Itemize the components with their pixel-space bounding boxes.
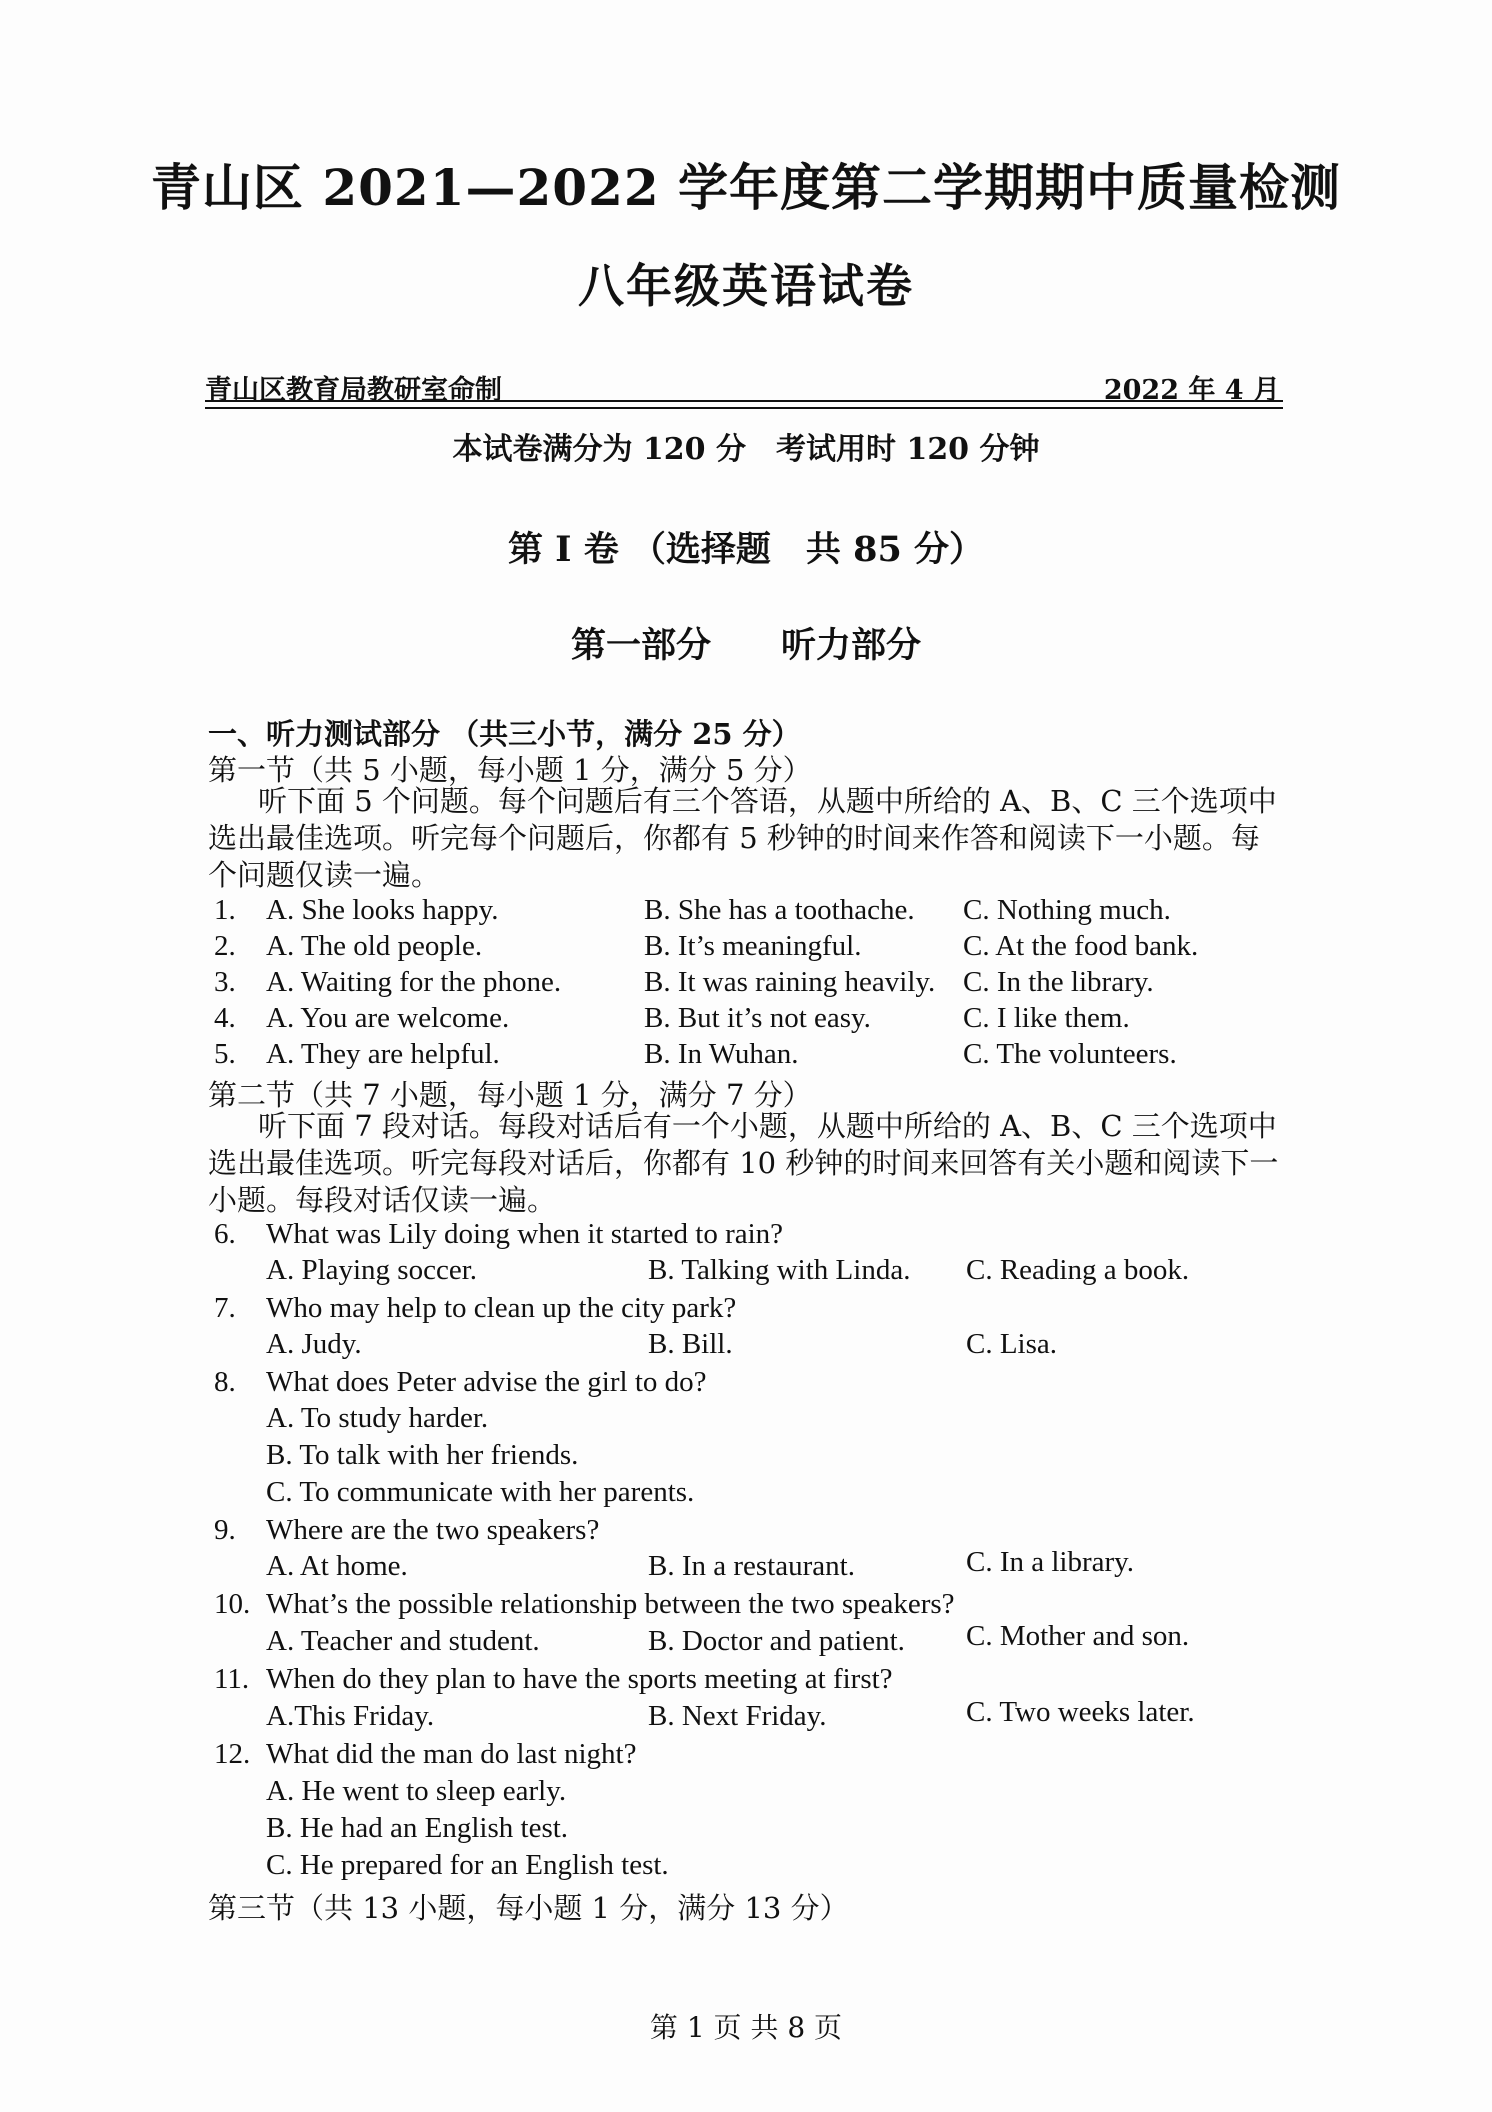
question-stem	[214, 1514, 599, 1547]
sub1-title: 第一节（共 5 小题，每小题 1 分，满分 5 分）	[208, 753, 812, 787]
question-text: Where are the two speakers?	[266, 1514, 600, 1546]
option-c: C. The volunteers.	[963, 1038, 1177, 1070]
question-row	[214, 930, 1294, 966]
exam-info: 本试卷满分为 120 分 考试用时 120 分钟	[452, 432, 1040, 467]
exam-date: 2022 年 4 月	[1103, 375, 1280, 406]
option-b: B. In Wuhan.	[644, 1038, 799, 1070]
option-c: C. Two weeks later.	[966, 1696, 1195, 1728]
header-rule-bottom	[205, 407, 1283, 409]
option-c: C. Lisa.	[966, 1328, 1058, 1360]
option-a: A. They are helpful.	[266, 1038, 500, 1070]
option-a: A. Playing soccer.	[266, 1254, 478, 1286]
exam-subtitle: 八年级英语试卷	[578, 259, 914, 313]
question-row	[214, 1038, 1294, 1074]
question-stem	[214, 1738, 636, 1771]
option-a: A.This Friday.	[266, 1700, 435, 1732]
option-b: B. Talking with Linda.	[648, 1254, 911, 1286]
question-number: 8.	[214, 1366, 236, 1398]
option-c: C. Nothing much.	[963, 894, 1171, 926]
question-row	[214, 966, 1294, 1002]
sub1-instructions: 听下面 5 个问题。每个问题后有三个答语，从题中所给的 A、B、C 三个选项中选出最佳选项。听完每个问题后，你都有 5 秒钟的时间来作答和阅读下一小题。每个问题仅读一遍。	[208, 784, 1277, 892]
option-c: C. At the food bank.	[963, 930, 1199, 962]
option-a: A. The old people.	[266, 930, 483, 962]
option-b: B. It’s meaningful.	[644, 930, 862, 962]
option-a: A. To study harder.	[266, 1402, 489, 1434]
question-number: 11.	[214, 1663, 250, 1695]
option-b: B. Bill.	[648, 1328, 733, 1360]
question-number: 7.	[214, 1292, 236, 1324]
sub2-title: 第二节（共 7 小题，每小题 1 分，满分 7 分）	[208, 1078, 812, 1112]
question-row	[214, 894, 1294, 930]
option-c: C. Mother and son.	[966, 1620, 1190, 1652]
question-stem	[214, 1218, 783, 1251]
question-text: What’s the possible relationship between the two speakers?	[266, 1588, 955, 1620]
option-a: A. You are welcome.	[266, 1002, 510, 1034]
question-number: 4.	[214, 1002, 236, 1034]
question-number: 2.	[214, 930, 236, 962]
option-b: B. Next Friday.	[648, 1700, 827, 1732]
option-a: A. He went to sleep early.	[266, 1775, 567, 1807]
option-b: B. Doctor and patient.	[648, 1625, 905, 1657]
volume-heading: 第 I 卷 （选择题 共 85 分）	[507, 529, 984, 570]
question-number: 3.	[214, 966, 236, 998]
question-number: 1.	[214, 894, 236, 926]
option-a: A. Judy.	[266, 1328, 362, 1360]
question-stem	[214, 1292, 736, 1325]
sub3-title: 第三节（共 13 小题，每小题 1 分，满分 13 分）	[208, 1891, 849, 1925]
question-number: 5.	[214, 1038, 236, 1070]
option-b: B. He had an English test.	[266, 1812, 569, 1844]
question-number: 10.	[214, 1588, 251, 1620]
option-c: C. To communicate with her parents.	[266, 1476, 695, 1508]
exam-title: 青山区 2021—2022 学年度第二学期期中质量检测	[150, 158, 1342, 217]
part-heading: 第一部分 听力部分	[570, 625, 921, 666]
question-number: 9.	[214, 1514, 236, 1546]
question-number: 12.	[214, 1738, 251, 1770]
page-footer: 第 1 页 共 8 页	[649, 2011, 843, 2044]
question-stem	[214, 1663, 893, 1696]
option-b: B. She has a toothache.	[644, 894, 915, 926]
option-c: C. In a library.	[966, 1546, 1135, 1578]
option-c: C. He prepared for an English test.	[266, 1849, 669, 1881]
section-title: 一、听力测试部分 （共三小节，满分 25 分）	[208, 717, 801, 751]
option-a: A. At home.	[266, 1550, 408, 1582]
option-c: C. Reading a book.	[966, 1254, 1190, 1286]
option-a: A. She looks happy.	[266, 894, 499, 926]
question-stem	[214, 1366, 707, 1399]
question-text: What did the man do last night?	[266, 1738, 637, 1770]
question-text: When do they plan to have the sports meeting at first?	[266, 1663, 893, 1695]
sub2-instructions: 听下面 7 段对话。每段对话后有一个小题，从题中所给的 A、B、C 三个选项中选出最佳选项。听完每段对话后，你都有 10 秒钟的时间来回答有关小题和阅读下一小题。每段对话仅读一遍。	[208, 1109, 1279, 1217]
option-c: C. In the library.	[963, 966, 1154, 998]
question-text: What was Lily doing when it started to rain?	[266, 1218, 784, 1250]
option-b: B. To talk with her friends.	[266, 1439, 579, 1471]
option-a: A. Waiting for the phone.	[266, 966, 562, 998]
question-text: Who may help to clean up the city park?	[266, 1292, 737, 1324]
header-rule-top	[205, 400, 1283, 402]
question-stem	[214, 1588, 955, 1621]
option-b: B. In a restaurant.	[648, 1550, 855, 1582]
option-a: A. Teacher and student.	[266, 1625, 540, 1657]
question-number: 6.	[214, 1218, 236, 1250]
option-b: B. It was raining heavily.	[644, 966, 936, 998]
question-text: What does Peter advise the girl to do?	[266, 1366, 707, 1398]
question-row	[214, 1002, 1294, 1038]
issuer: 青山区教育局教研室命制	[205, 375, 502, 406]
option-b: B. But it’s not easy.	[644, 1002, 871, 1034]
option-c: C. I like them.	[963, 1002, 1130, 1034]
